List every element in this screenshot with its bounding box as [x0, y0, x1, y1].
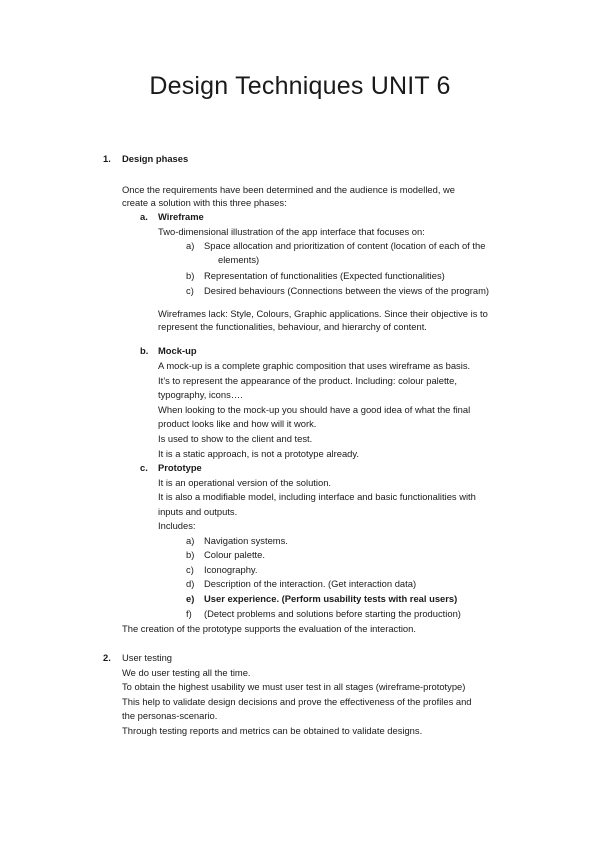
list-item-text: elements) [218, 254, 260, 265]
mockup-line: typography, icons…. [158, 389, 243, 400]
intro-line: create a solution with this three phases: [122, 197, 287, 208]
mockup-line: It’s to represent the appearance of the product. Including: colour palette, [158, 375, 457, 386]
list-item-text: Representation of functionalities (Expected functionalities) [204, 270, 445, 281]
user-testing-line: To obtain the highest usability we must user test in all stages (wireframe-prototype) [122, 681, 466, 692]
wireframe-note: represent the functionalities, behaviour, and hierarchy of content. [158, 321, 427, 332]
list-item-text: Desired behaviours (Connections between the views of the program) [204, 285, 490, 296]
list-item-text: (Detect problems and solutions before starting the production) [204, 608, 461, 619]
list-item-text: Navigation systems. [204, 535, 288, 546]
user-testing-line: We do user testing all the time. [122, 667, 251, 678]
list-marker: b) [186, 270, 195, 281]
list-marker: f) [186, 608, 192, 619]
list-marker: e) [186, 593, 195, 604]
section-heading-user-testing: User testing [122, 652, 173, 663]
wireframe-note: Wireframes lack: Style, Colours, Graphic applications. Since their objective is to [158, 308, 488, 319]
list-marker: a) [186, 535, 195, 546]
mockup-line: Is used to show to the client and test. [158, 433, 313, 444]
intro-line: Once the requirements have been determined and the audience is modelled, we [122, 184, 456, 195]
mockup-line: A mock-up is a complete graphic composition that uses wireframe as basis. [158, 360, 471, 371]
user-testing-line: Through testing reports and metrics can be obtained to validate designs. [122, 725, 423, 736]
section-number: 2. [103, 652, 111, 663]
list-item-text: Iconography. [204, 564, 258, 575]
wireframe-line: Two-dimensional illustration of the app interface that focuses on: [158, 226, 425, 237]
subsection-heading-wireframe: Wireframe [158, 211, 204, 222]
subsection-heading-mock-up: Mock-up [158, 345, 197, 356]
page-title: Design Techniques UNIT 6 [149, 72, 451, 100]
subsection-letter: b. [140, 345, 149, 356]
subsection-heading-prototype: Prototype [158, 462, 202, 473]
section-heading-design-phases: Design phases [122, 153, 189, 164]
mockup-line: product looks like and how will it work. [158, 418, 317, 429]
user-testing-line: This help to validate design decisions and prove the effectiveness of the profiles and [122, 696, 472, 707]
list-marker: d) [186, 578, 195, 589]
list-marker: b) [186, 549, 195, 560]
list-item-text: Space allocation and prioritization of content (location of each of the [204, 240, 486, 251]
prototype-line: inputs and outputs. [158, 506, 238, 517]
prototype-line: It is an operational version of the solution. [158, 477, 332, 488]
list-marker: c) [186, 285, 194, 296]
user-testing-line: the personas-scenario. [122, 710, 218, 721]
list-marker: a) [186, 240, 195, 251]
mockup-line: When looking to the mock-up you should have a good idea of what the final [158, 404, 471, 415]
list-item-text: User experience. (Perform usability tests with real users) [204, 593, 458, 604]
subsection-letter: a. [140, 211, 148, 222]
subsection-letter: c. [140, 462, 148, 473]
list-item-text: Description of the interaction. (Get interaction data) [204, 578, 417, 589]
list-marker: c) [186, 564, 194, 575]
section-number: 1. [103, 153, 111, 164]
mockup-line: It is a static approach, is not a prototype already. [158, 448, 359, 459]
list-item-text: Colour palette. [204, 549, 265, 560]
prototype-line: Includes: [158, 520, 196, 531]
section-closing: The creation of the prototype supports the evaluation of the interaction. [122, 623, 416, 634]
prototype-line: It is also a modifiable model, including interface and basic functionalities with [158, 491, 476, 502]
